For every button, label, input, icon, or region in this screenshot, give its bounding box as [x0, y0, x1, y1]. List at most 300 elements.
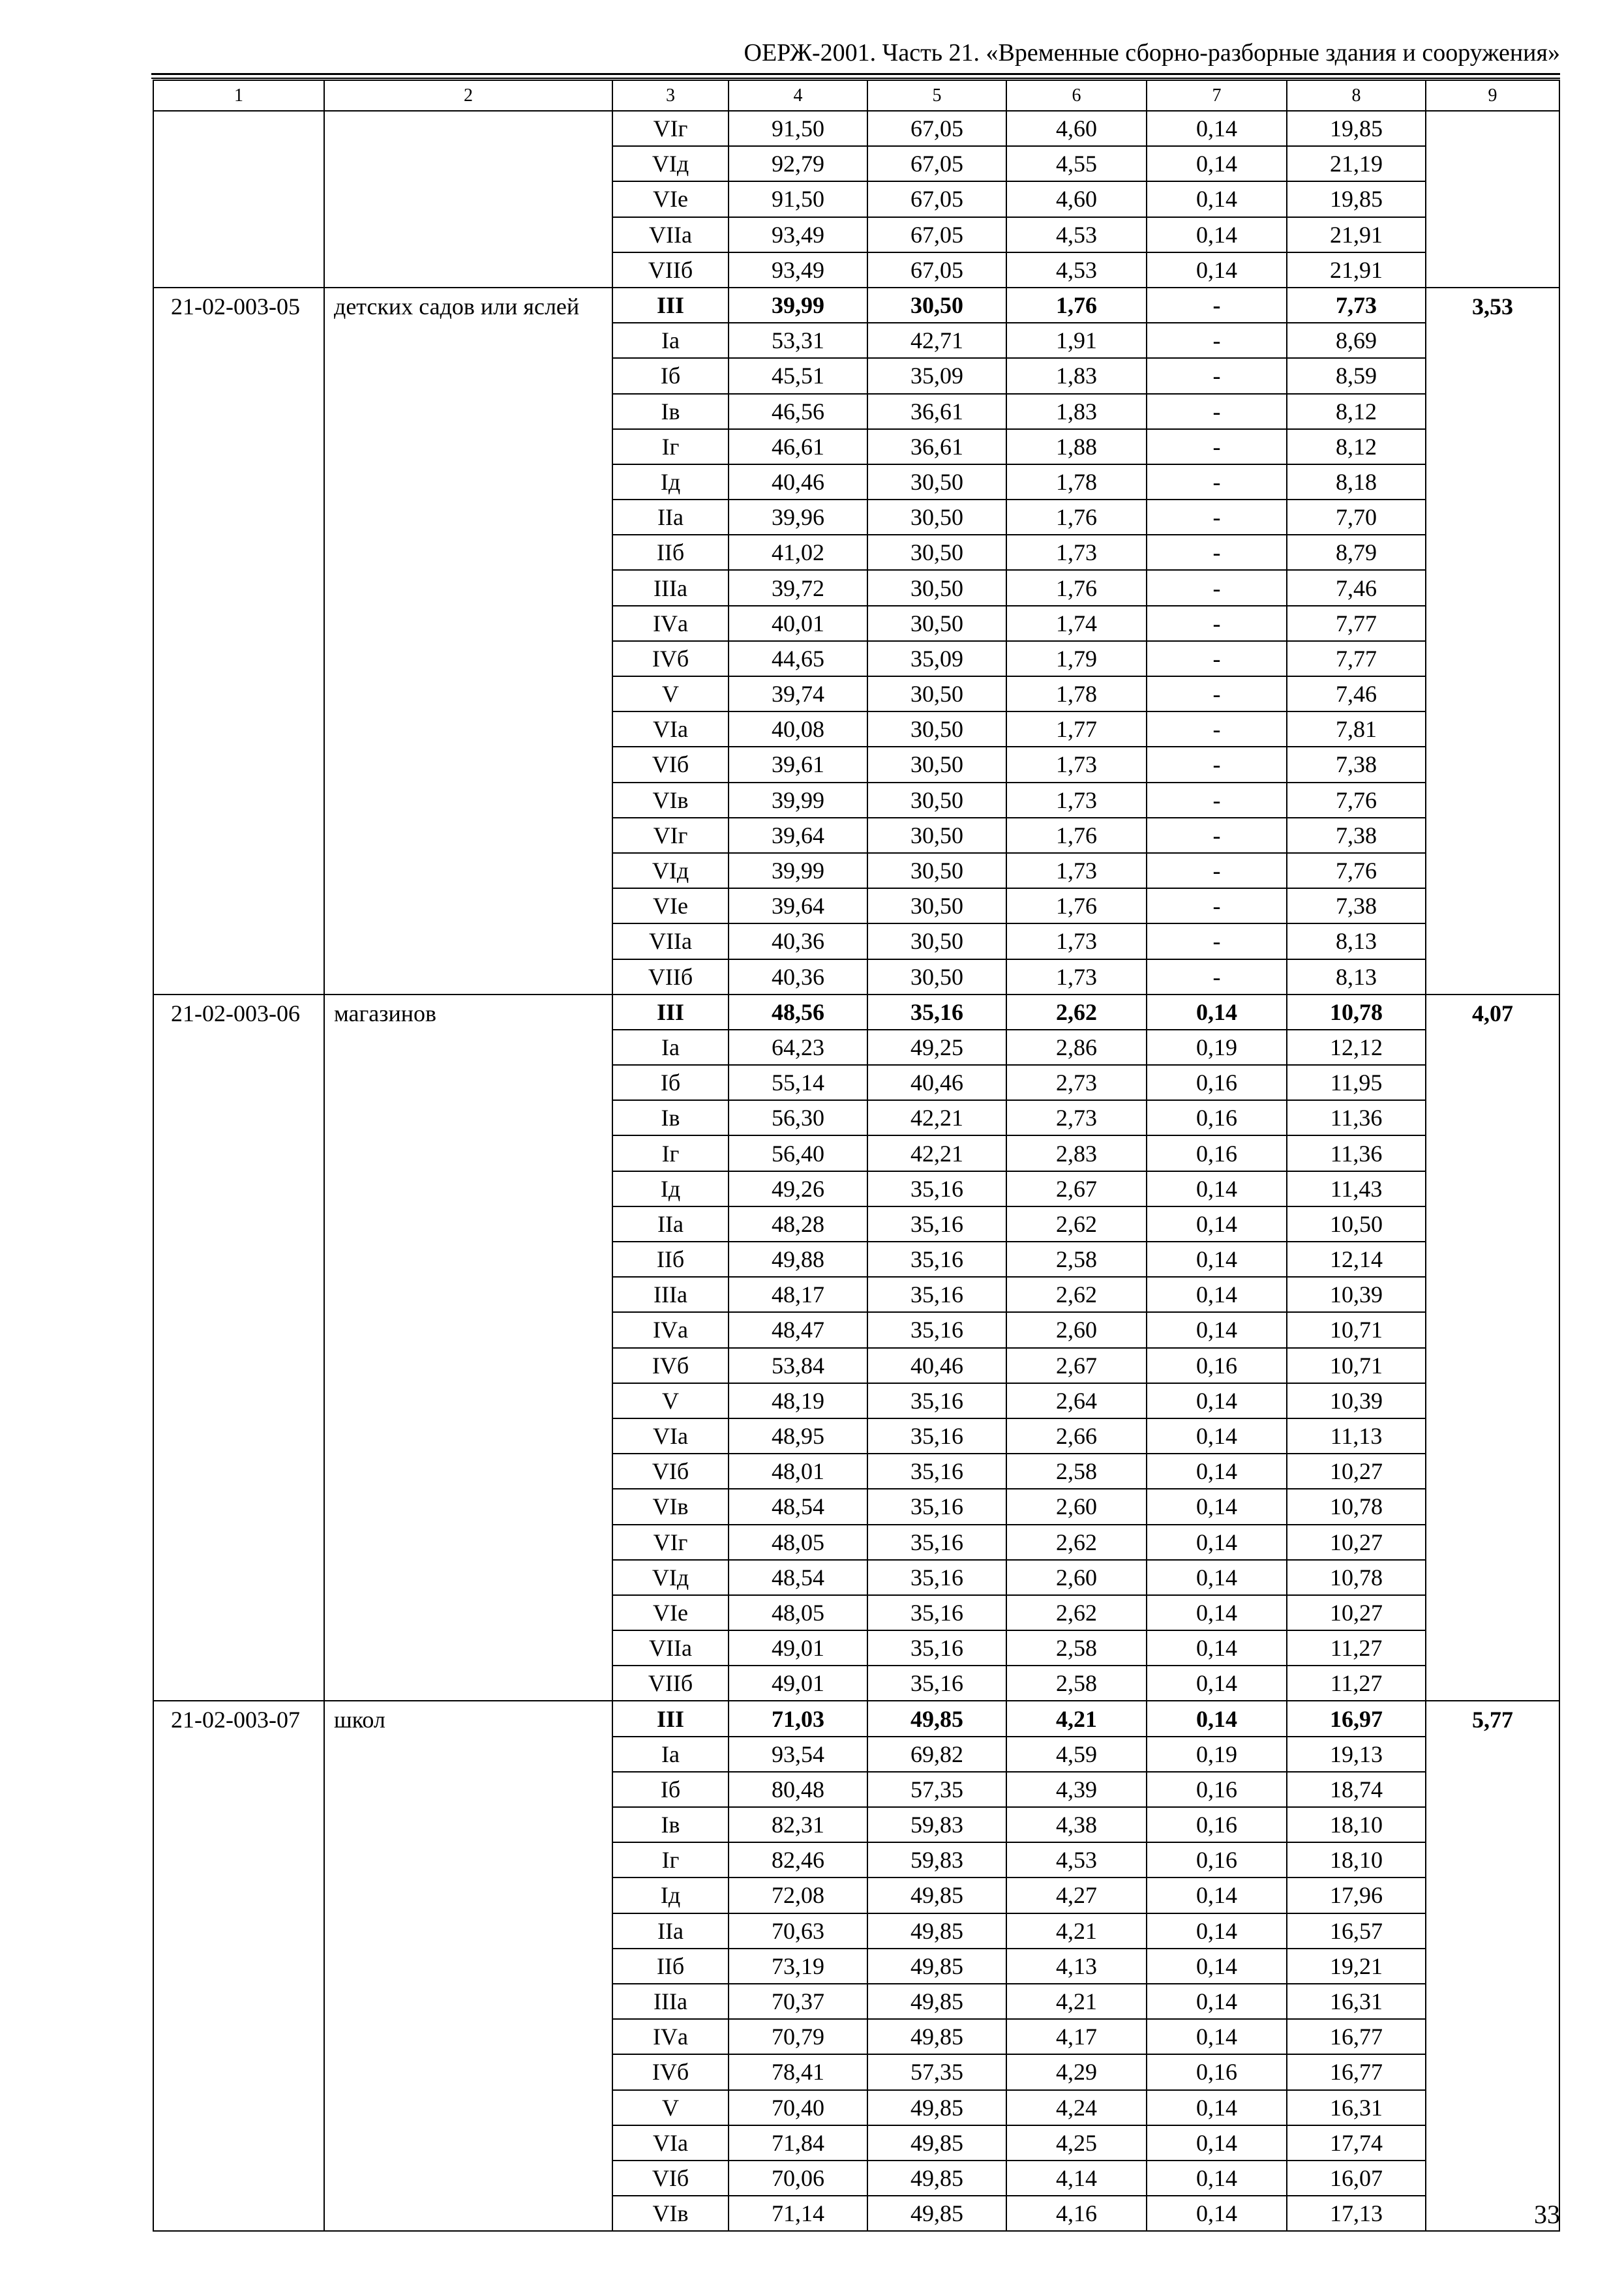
value-cell: 4,24 — [1006, 2090, 1147, 2125]
value-cell: - — [1147, 853, 1287, 888]
value-cell: 0,14 — [1147, 1277, 1287, 1312]
table-row — [153, 1701, 1559, 1736]
value-cell: V — [612, 676, 729, 711]
value-cell: - — [1147, 818, 1287, 853]
value-cell: 2,62 — [1006, 1525, 1147, 1560]
value-cell: 8,18 — [1287, 464, 1426, 500]
value-cell: 2,58 — [1006, 1630, 1147, 1666]
value-cell: 7,70 — [1287, 500, 1426, 535]
value-cell: 10,78 — [1287, 1560, 1426, 1595]
value-cell: 70,37 — [729, 1984, 867, 2019]
value-cell: 1,78 — [1006, 676, 1147, 711]
value-cell: IVб — [612, 1348, 729, 1383]
value-cell: 1,76 — [1006, 288, 1147, 323]
value-cell: IIIа — [612, 1984, 729, 2019]
value-cell: 8,12 — [1287, 394, 1426, 429]
value-cell: 71,03 — [729, 1701, 867, 1736]
name-cell — [324, 111, 612, 288]
value-cell: - — [1147, 606, 1287, 641]
value-cell: 0,14 — [1147, 1383, 1287, 1418]
value-cell: 53,84 — [729, 1348, 867, 1383]
value-cell: 7,38 — [1287, 818, 1426, 853]
col9-cell — [1426, 111, 1559, 288]
value-cell: - — [1147, 676, 1287, 711]
value-cell: 4,14 — [1006, 2161, 1147, 2196]
value-cell: 93,49 — [729, 252, 867, 288]
table-body — [153, 80, 1559, 2231]
value-cell: 0,14 — [1147, 1666, 1287, 1701]
value-cell: 55,14 — [729, 1065, 867, 1100]
value-cell: VIIа — [612, 1630, 729, 1666]
value-cell: 10,39 — [1287, 1383, 1426, 1418]
value-cell: VIг — [612, 1525, 729, 1560]
value-cell: 4,21 — [1006, 1701, 1147, 1736]
value-cell: VIд — [612, 1560, 729, 1595]
value-cell: 35,16 — [867, 1242, 1006, 1277]
value-cell: 56,30 — [729, 1100, 867, 1135]
value-cell: 30,50 — [867, 500, 1006, 535]
value-cell: 16,31 — [1287, 2090, 1426, 2125]
value-cell: 0,14 — [1147, 1171, 1287, 1206]
value-cell: 16,31 — [1287, 1984, 1426, 2019]
value-cell: 0,14 — [1147, 1949, 1287, 1984]
value-cell: VIд — [612, 146, 729, 181]
value-cell: 35,16 — [867, 1206, 1006, 1242]
value-cell: 57,35 — [867, 2054, 1006, 2089]
value-cell: 4,60 — [1006, 181, 1147, 217]
column-number-row — [153, 80, 1559, 111]
value-cell: 7,77 — [1287, 641, 1426, 676]
column-number: 2 — [324, 80, 612, 111]
value-cell: 30,50 — [867, 923, 1006, 959]
value-cell: 7,38 — [1287, 747, 1426, 782]
value-cell: 0,14 — [1147, 995, 1287, 1030]
value-cell: VIд — [612, 853, 729, 888]
value-cell: 69,82 — [867, 1737, 1006, 1772]
value-cell: 0,14 — [1147, 1206, 1287, 1242]
value-cell: 92,79 — [729, 146, 867, 181]
value-cell: Iд — [612, 464, 729, 500]
code-cell: 21-02-003-07 — [153, 1701, 324, 2231]
value-cell: 1,88 — [1006, 429, 1147, 464]
value-cell: 21,19 — [1287, 146, 1426, 181]
value-cell: - — [1147, 888, 1287, 923]
value-cell: V — [612, 2090, 729, 2125]
value-cell: 67,05 — [867, 252, 1006, 288]
value-cell: - — [1147, 641, 1287, 676]
value-cell: 4,17 — [1006, 2019, 1147, 2054]
value-cell: 18,10 — [1287, 1807, 1426, 1842]
value-cell: Iб — [612, 1065, 729, 1100]
value-cell: 8,12 — [1287, 429, 1426, 464]
value-cell: Iв — [612, 394, 729, 429]
value-cell: - — [1147, 783, 1287, 818]
value-cell: 59,83 — [867, 1842, 1006, 1878]
value-cell: VIе — [612, 888, 729, 923]
value-cell: 0,14 — [1147, 146, 1287, 181]
name-cell: магазинов — [324, 995, 612, 1701]
value-cell: 11,43 — [1287, 1171, 1426, 1206]
value-cell: - — [1147, 500, 1287, 535]
value-cell: 35,16 — [867, 1454, 1006, 1489]
value-cell: 8,59 — [1287, 358, 1426, 393]
value-cell: 30,50 — [867, 959, 1006, 995]
value-cell: 2,60 — [1006, 1312, 1147, 1347]
value-cell: 0,14 — [1147, 1454, 1287, 1489]
column-number: 8 — [1287, 80, 1426, 111]
value-cell: 1,74 — [1006, 606, 1147, 641]
value-cell: 64,23 — [729, 1030, 867, 1065]
value-cell: 35,16 — [867, 1171, 1006, 1206]
value-cell: - — [1147, 959, 1287, 995]
value-cell: 0,14 — [1147, 2090, 1287, 2125]
value-cell: 30,50 — [867, 535, 1006, 570]
value-cell: VIе — [612, 1595, 729, 1630]
value-cell: 7,46 — [1287, 570, 1426, 605]
value-cell: 35,16 — [867, 1595, 1006, 1630]
value-cell: 35,09 — [867, 358, 1006, 393]
value-cell: 10,71 — [1287, 1312, 1426, 1347]
value-cell: - — [1147, 711, 1287, 747]
value-cell: 30,50 — [867, 747, 1006, 782]
value-cell: 16,97 — [1287, 1701, 1426, 1736]
value-cell: 30,50 — [867, 676, 1006, 711]
value-cell: VIIб — [612, 959, 729, 995]
value-cell: Iд — [612, 1171, 729, 1206]
value-cell: 4,39 — [1006, 1772, 1147, 1807]
value-cell: VIIб — [612, 252, 729, 288]
value-cell: IIб — [612, 1949, 729, 1984]
value-cell: 18,10 — [1287, 1842, 1426, 1878]
value-cell: Iв — [612, 1100, 729, 1135]
value-cell: 0,16 — [1147, 1348, 1287, 1383]
value-cell: 7,81 — [1287, 711, 1426, 747]
value-cell: 1,73 — [1006, 783, 1147, 818]
value-cell: Iд — [612, 1878, 729, 1913]
value-cell: 17,96 — [1287, 1878, 1426, 1913]
value-cell: 35,16 — [867, 1277, 1006, 1312]
value-cell: 0,14 — [1147, 1630, 1287, 1666]
value-cell: 0,14 — [1147, 2019, 1287, 2054]
value-cell: 1,76 — [1006, 818, 1147, 853]
value-cell: 40,01 — [729, 606, 867, 641]
column-number: 1 — [153, 80, 324, 111]
value-cell: IVб — [612, 2054, 729, 2089]
value-cell: 10,39 — [1287, 1277, 1426, 1312]
value-cell: 35,16 — [867, 1312, 1006, 1347]
value-cell: 2,58 — [1006, 1454, 1147, 1489]
value-cell: 2,60 — [1006, 1489, 1147, 1524]
value-cell: 35,16 — [867, 1560, 1006, 1595]
value-cell: 21,91 — [1287, 252, 1426, 288]
value-cell: - — [1147, 747, 1287, 782]
value-cell: VIа — [612, 1418, 729, 1454]
value-cell: Iа — [612, 1737, 729, 1772]
value-cell: 70,40 — [729, 2090, 867, 2125]
value-cell: 39,74 — [729, 676, 867, 711]
value-cell: 35,16 — [867, 1418, 1006, 1454]
value-cell: 11,27 — [1287, 1666, 1426, 1701]
value-cell: 2,73 — [1006, 1065, 1147, 1100]
table-row — [153, 995, 1559, 1030]
value-cell: 71,84 — [729, 2125, 867, 2161]
value-cell: 8,13 — [1287, 959, 1426, 995]
value-cell: 16,77 — [1287, 2019, 1426, 2054]
value-cell: VIе — [612, 181, 729, 217]
value-cell: 72,08 — [729, 1878, 867, 1913]
value-cell: 40,46 — [867, 1348, 1006, 1383]
value-cell: 30,50 — [867, 288, 1006, 323]
header-rule — [151, 73, 1560, 79]
value-cell: 0,14 — [1147, 1560, 1287, 1595]
value-cell: 0,14 — [1147, 1984, 1287, 2019]
value-cell: 2,62 — [1006, 1277, 1147, 1312]
value-cell: 11,36 — [1287, 1135, 1426, 1171]
column-number: 6 — [1006, 80, 1147, 111]
value-cell: 30,50 — [867, 783, 1006, 818]
value-cell: 39,96 — [729, 500, 867, 535]
value-cell: 49,25 — [867, 1030, 1006, 1065]
value-cell: 59,83 — [867, 1807, 1006, 1842]
value-cell: IIа — [612, 1913, 729, 1949]
value-cell: IVа — [612, 2019, 729, 2054]
value-cell: 16,57 — [1287, 1913, 1426, 1949]
value-cell: 19,13 — [1287, 1737, 1426, 1772]
value-cell: 0,14 — [1147, 1878, 1287, 1913]
value-cell: 18,74 — [1287, 1772, 1426, 1807]
value-cell: 10,27 — [1287, 1525, 1426, 1560]
value-cell: 30,50 — [867, 888, 1006, 923]
value-cell: 49,85 — [867, 1701, 1006, 1736]
value-cell: 46,61 — [729, 429, 867, 464]
table-row — [153, 288, 1559, 323]
value-cell: 21,91 — [1287, 217, 1426, 252]
code-cell: 21-02-003-06 — [153, 995, 324, 1701]
value-cell: 49,85 — [867, 2090, 1006, 2125]
value-cell: 1,73 — [1006, 923, 1147, 959]
value-cell: 36,61 — [867, 429, 1006, 464]
value-cell: 48,54 — [729, 1560, 867, 1595]
column-number: 9 — [1426, 80, 1559, 111]
value-cell: 48,95 — [729, 1418, 867, 1454]
value-cell: 35,09 — [867, 641, 1006, 676]
value-cell: 49,85 — [867, 1949, 1006, 1984]
value-cell: 4,60 — [1006, 111, 1147, 146]
value-cell: - — [1147, 288, 1287, 323]
value-cell: 2,62 — [1006, 995, 1147, 1030]
value-cell: 35,16 — [867, 1525, 1006, 1560]
value-cell: 0,14 — [1147, 2196, 1287, 2231]
value-cell: IVа — [612, 606, 729, 641]
value-cell: Iг — [612, 1842, 729, 1878]
value-cell: 2,60 — [1006, 1560, 1147, 1595]
value-cell: 0,14 — [1147, 1489, 1287, 1524]
value-cell: 1,78 — [1006, 464, 1147, 500]
value-cell: 0,14 — [1147, 1312, 1287, 1347]
value-cell: 0,14 — [1147, 217, 1287, 252]
value-cell: 49,85 — [867, 1984, 1006, 2019]
value-cell: 0,16 — [1147, 1772, 1287, 1807]
value-cell: 7,46 — [1287, 676, 1426, 711]
value-cell: 4,27 — [1006, 1878, 1147, 1913]
rates-table — [153, 80, 1560, 2232]
value-cell: 4,53 — [1006, 252, 1147, 288]
value-cell: 42,21 — [867, 1135, 1006, 1171]
value-cell: 10,50 — [1287, 1206, 1426, 1242]
value-cell: 11,36 — [1287, 1100, 1426, 1135]
value-cell: 1,73 — [1006, 747, 1147, 782]
value-cell: 12,14 — [1287, 1242, 1426, 1277]
value-cell: 0,16 — [1147, 1807, 1287, 1842]
value-cell: 35,16 — [867, 1489, 1006, 1524]
value-cell: 48,17 — [729, 1277, 867, 1312]
value-cell: - — [1147, 429, 1287, 464]
value-cell: 1,73 — [1006, 959, 1147, 995]
column-number: 7 — [1147, 80, 1287, 111]
value-cell: 4,21 — [1006, 1984, 1147, 2019]
value-cell: 10,78 — [1287, 995, 1426, 1030]
value-cell: 16,77 — [1287, 2054, 1426, 2089]
value-cell: 4,13 — [1006, 1949, 1147, 1984]
value-cell: 0,14 — [1147, 252, 1287, 288]
value-cell: Iа — [612, 323, 729, 358]
value-cell: VIб — [612, 2161, 729, 2196]
value-cell: Iб — [612, 1772, 729, 1807]
value-cell: VIIа — [612, 923, 729, 959]
value-cell: 2,62 — [1006, 1206, 1147, 1242]
value-cell: 93,54 — [729, 1737, 867, 1772]
value-cell: 4,29 — [1006, 2054, 1147, 2089]
value-cell: 48,47 — [729, 1312, 867, 1347]
value-cell: 39,64 — [729, 818, 867, 853]
value-cell: VIа — [612, 711, 729, 747]
value-cell: 49,85 — [867, 1913, 1006, 1949]
value-cell: 39,99 — [729, 853, 867, 888]
value-cell: 2,58 — [1006, 1666, 1147, 1701]
value-cell: IIIа — [612, 1277, 729, 1312]
value-cell: 49,01 — [729, 1630, 867, 1666]
value-cell: 4,21 — [1006, 1913, 1147, 1949]
value-cell: 1,73 — [1006, 535, 1147, 570]
value-cell: 56,40 — [729, 1135, 867, 1171]
value-cell: 4,16 — [1006, 2196, 1147, 2231]
value-cell: 30,50 — [867, 570, 1006, 605]
value-cell: - — [1147, 923, 1287, 959]
value-cell: 1,79 — [1006, 641, 1147, 676]
value-cell: 82,31 — [729, 1807, 867, 1842]
value-cell: 17,74 — [1287, 2125, 1426, 2161]
value-cell: 12,12 — [1287, 1030, 1426, 1065]
value-cell: Iг — [612, 1135, 729, 1171]
value-cell: 39,72 — [729, 570, 867, 605]
value-cell: 10,27 — [1287, 1595, 1426, 1630]
value-cell: 30,50 — [867, 464, 1006, 500]
value-cell: - — [1147, 323, 1287, 358]
value-cell: 39,99 — [729, 288, 867, 323]
value-cell: 16,07 — [1287, 2161, 1426, 2196]
value-cell: 80,48 — [729, 1772, 867, 1807]
value-cell: 67,05 — [867, 111, 1006, 146]
value-cell: 7,73 — [1287, 288, 1426, 323]
value-cell: 70,79 — [729, 2019, 867, 2054]
value-cell: 49,85 — [867, 2019, 1006, 2054]
value-cell: 49,26 — [729, 1171, 867, 1206]
value-cell: 35,16 — [867, 1630, 1006, 1666]
value-cell: 7,76 — [1287, 853, 1426, 888]
value-cell: 48,05 — [729, 1525, 867, 1560]
value-cell: 40,36 — [729, 959, 867, 995]
value-cell: 11,95 — [1287, 1065, 1426, 1100]
name-cell: школ — [324, 1701, 612, 2231]
value-cell: 1,76 — [1006, 888, 1147, 923]
value-cell: 0,16 — [1147, 1100, 1287, 1135]
value-cell: 48,05 — [729, 1595, 867, 1630]
value-cell: 48,54 — [729, 1489, 867, 1524]
value-cell: 19,85 — [1287, 111, 1426, 146]
value-cell: 0,14 — [1147, 1418, 1287, 1454]
value-cell: 0,14 — [1147, 1525, 1287, 1560]
value-cell: 1,77 — [1006, 711, 1147, 747]
value-cell: III — [612, 1701, 729, 1736]
value-cell: 39,61 — [729, 747, 867, 782]
value-cell: 2,62 — [1006, 1595, 1147, 1630]
value-cell: 40,36 — [729, 923, 867, 959]
value-cell: 8,13 — [1287, 923, 1426, 959]
value-cell: 0,14 — [1147, 1701, 1287, 1736]
value-cell: 19,21 — [1287, 1949, 1426, 1984]
value-cell: IVа — [612, 1312, 729, 1347]
value-cell: 53,31 — [729, 323, 867, 358]
value-cell: 0,19 — [1147, 1030, 1287, 1065]
value-cell: 2,67 — [1006, 1348, 1147, 1383]
value-cell: IIIа — [612, 570, 729, 605]
column-number: 5 — [867, 80, 1006, 111]
value-cell: 41,02 — [729, 535, 867, 570]
value-cell: VIб — [612, 747, 729, 782]
value-cell: 2,64 — [1006, 1383, 1147, 1418]
value-cell: 39,99 — [729, 783, 867, 818]
value-cell: 2,73 — [1006, 1100, 1147, 1135]
col9-cell: 4,07 — [1426, 995, 1559, 1701]
column-number: 3 — [612, 80, 729, 111]
value-cell: 17,13 — [1287, 2196, 1426, 2231]
value-cell: 0,14 — [1147, 1595, 1287, 1630]
value-cell: IIб — [612, 1242, 729, 1277]
value-cell: 0,14 — [1147, 181, 1287, 217]
value-cell: 11,13 — [1287, 1418, 1426, 1454]
value-cell: - — [1147, 358, 1287, 393]
value-cell: 2,83 — [1006, 1135, 1147, 1171]
value-cell: 46,56 — [729, 394, 867, 429]
value-cell: VIг — [612, 818, 729, 853]
page-number: 33 — [1534, 2200, 1560, 2229]
value-cell: VIIб — [612, 1666, 729, 1701]
value-cell: 1,83 — [1006, 394, 1147, 429]
value-cell: 35,16 — [867, 1666, 1006, 1701]
value-cell: 73,19 — [729, 1949, 867, 1984]
value-cell: 57,35 — [867, 1772, 1006, 1807]
value-cell: 67,05 — [867, 181, 1006, 217]
value-cell: VIв — [612, 783, 729, 818]
page-header: ОЕРЖ-2001. Часть 21. «Временные сборно-разборные здания и сооружения» — [744, 39, 1560, 67]
value-cell: 0,16 — [1147, 1135, 1287, 1171]
value-cell: IIа — [612, 500, 729, 535]
code-cell — [153, 111, 324, 288]
value-cell: 42,21 — [867, 1100, 1006, 1135]
value-cell: 30,50 — [867, 606, 1006, 641]
value-cell: 4,55 — [1006, 146, 1147, 181]
value-cell: VIб — [612, 1454, 729, 1489]
